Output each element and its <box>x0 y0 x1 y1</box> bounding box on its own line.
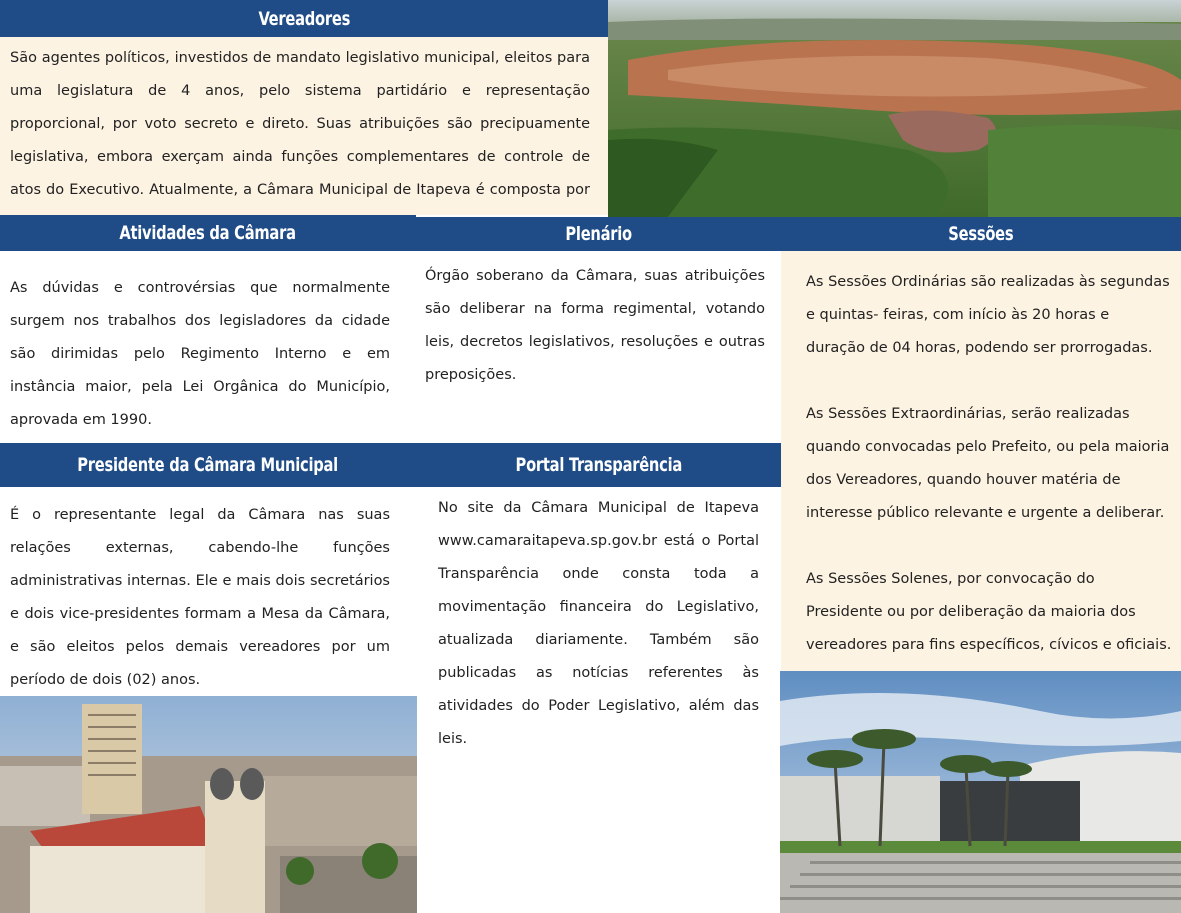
sessoes-text <box>806 266 1172 662</box>
atividades-title: Atividades da Câmara <box>119 222 297 244</box>
sessoes-title: Sessões <box>948 223 1014 245</box>
vereadores-title: Vereadores <box>258 7 350 30</box>
sessoes-solenes: As Sessões Solenes, por convocação do Presidente ou por deliberação da maioria dos vereadores para fins específicos, cívicos e oficiais. <box>806 571 1172 653</box>
presidente-header <box>0 443 416 487</box>
plenario-text: Órgão soberano da Câmara, suas atribuições são deliberar na forma regimental, votando leis, decretos legislativos, resoluções e outras preposições. <box>425 268 765 383</box>
presidente-text: É o representante legal da Câmara nas suas relações externas, cabendo-lhe funções administrativas internas. Ele e mais dois secretários e dois vice-presidentes formam a Mesa da Câmara, e são eleitos pelos demais vereadores por um período de dois (02) anos. <box>10 507 390 688</box>
presidente-title: Presidente da Câmara Municipal <box>77 454 339 476</box>
sessoes-ordinarias: As Sessões Ordinárias são realizadas às segundas e quintas- feiras, com início às 20 horas e duração de 04 horas, podendo ser prorrogadas. <box>806 274 1170 356</box>
camara-building-photo <box>780 671 1181 913</box>
plenario-header <box>416 217 781 251</box>
portal-text: No site da Câmara Municipal de Itapeva www.camaraitapeva.sp.gov.br está o Portal Transparência onde consta toda a movimentação financeira do Legislativo, atualizada diariamente. Também são publicadas as notícias referentes às atividades do Poder Legislativo, além das leis. <box>438 500 759 747</box>
vereadores-text: São agentes políticos, investidos de mandato legislativo municipal, eleitos para uma legislatura de 4 anos, pelo sistema partidário e representação proporcional, por voto secreto e direto. Suas atribuições são precipuamente legislativa, embora exerçam ainda funções complementares de controle de atos do Executivo. Atualmente, a Câmara Municipal de Itapeva é composta por <box>10 50 590 198</box>
vereadores-header <box>0 0 608 37</box>
aerial-city-photo <box>608 0 1181 217</box>
atividades-text: As dúvidas e controvérsias que normalmente surgem nos trabalhos dos legisladores da cidade são dirimidas pelo Regimento Interno e em instância maior, pela Lei Orgânica do Município, aprovada em 1990. <box>10 280 390 428</box>
portal-header <box>416 443 781 487</box>
portal-title: Portal Transparência <box>515 454 682 476</box>
sessoes-extraordinarias: As Sessões Extraordinárias, serão realizadas quando convocadas pelo Prefeito, ou pela maioria dos Vereadores, quando houver matéria de interesse público relevante e urgente a deliberar. <box>806 406 1170 521</box>
plenario-title: Plenário <box>565 223 632 245</box>
atividades-header <box>0 215 416 251</box>
sessoes-header <box>781 217 1181 251</box>
church-city-photo <box>0 696 417 913</box>
